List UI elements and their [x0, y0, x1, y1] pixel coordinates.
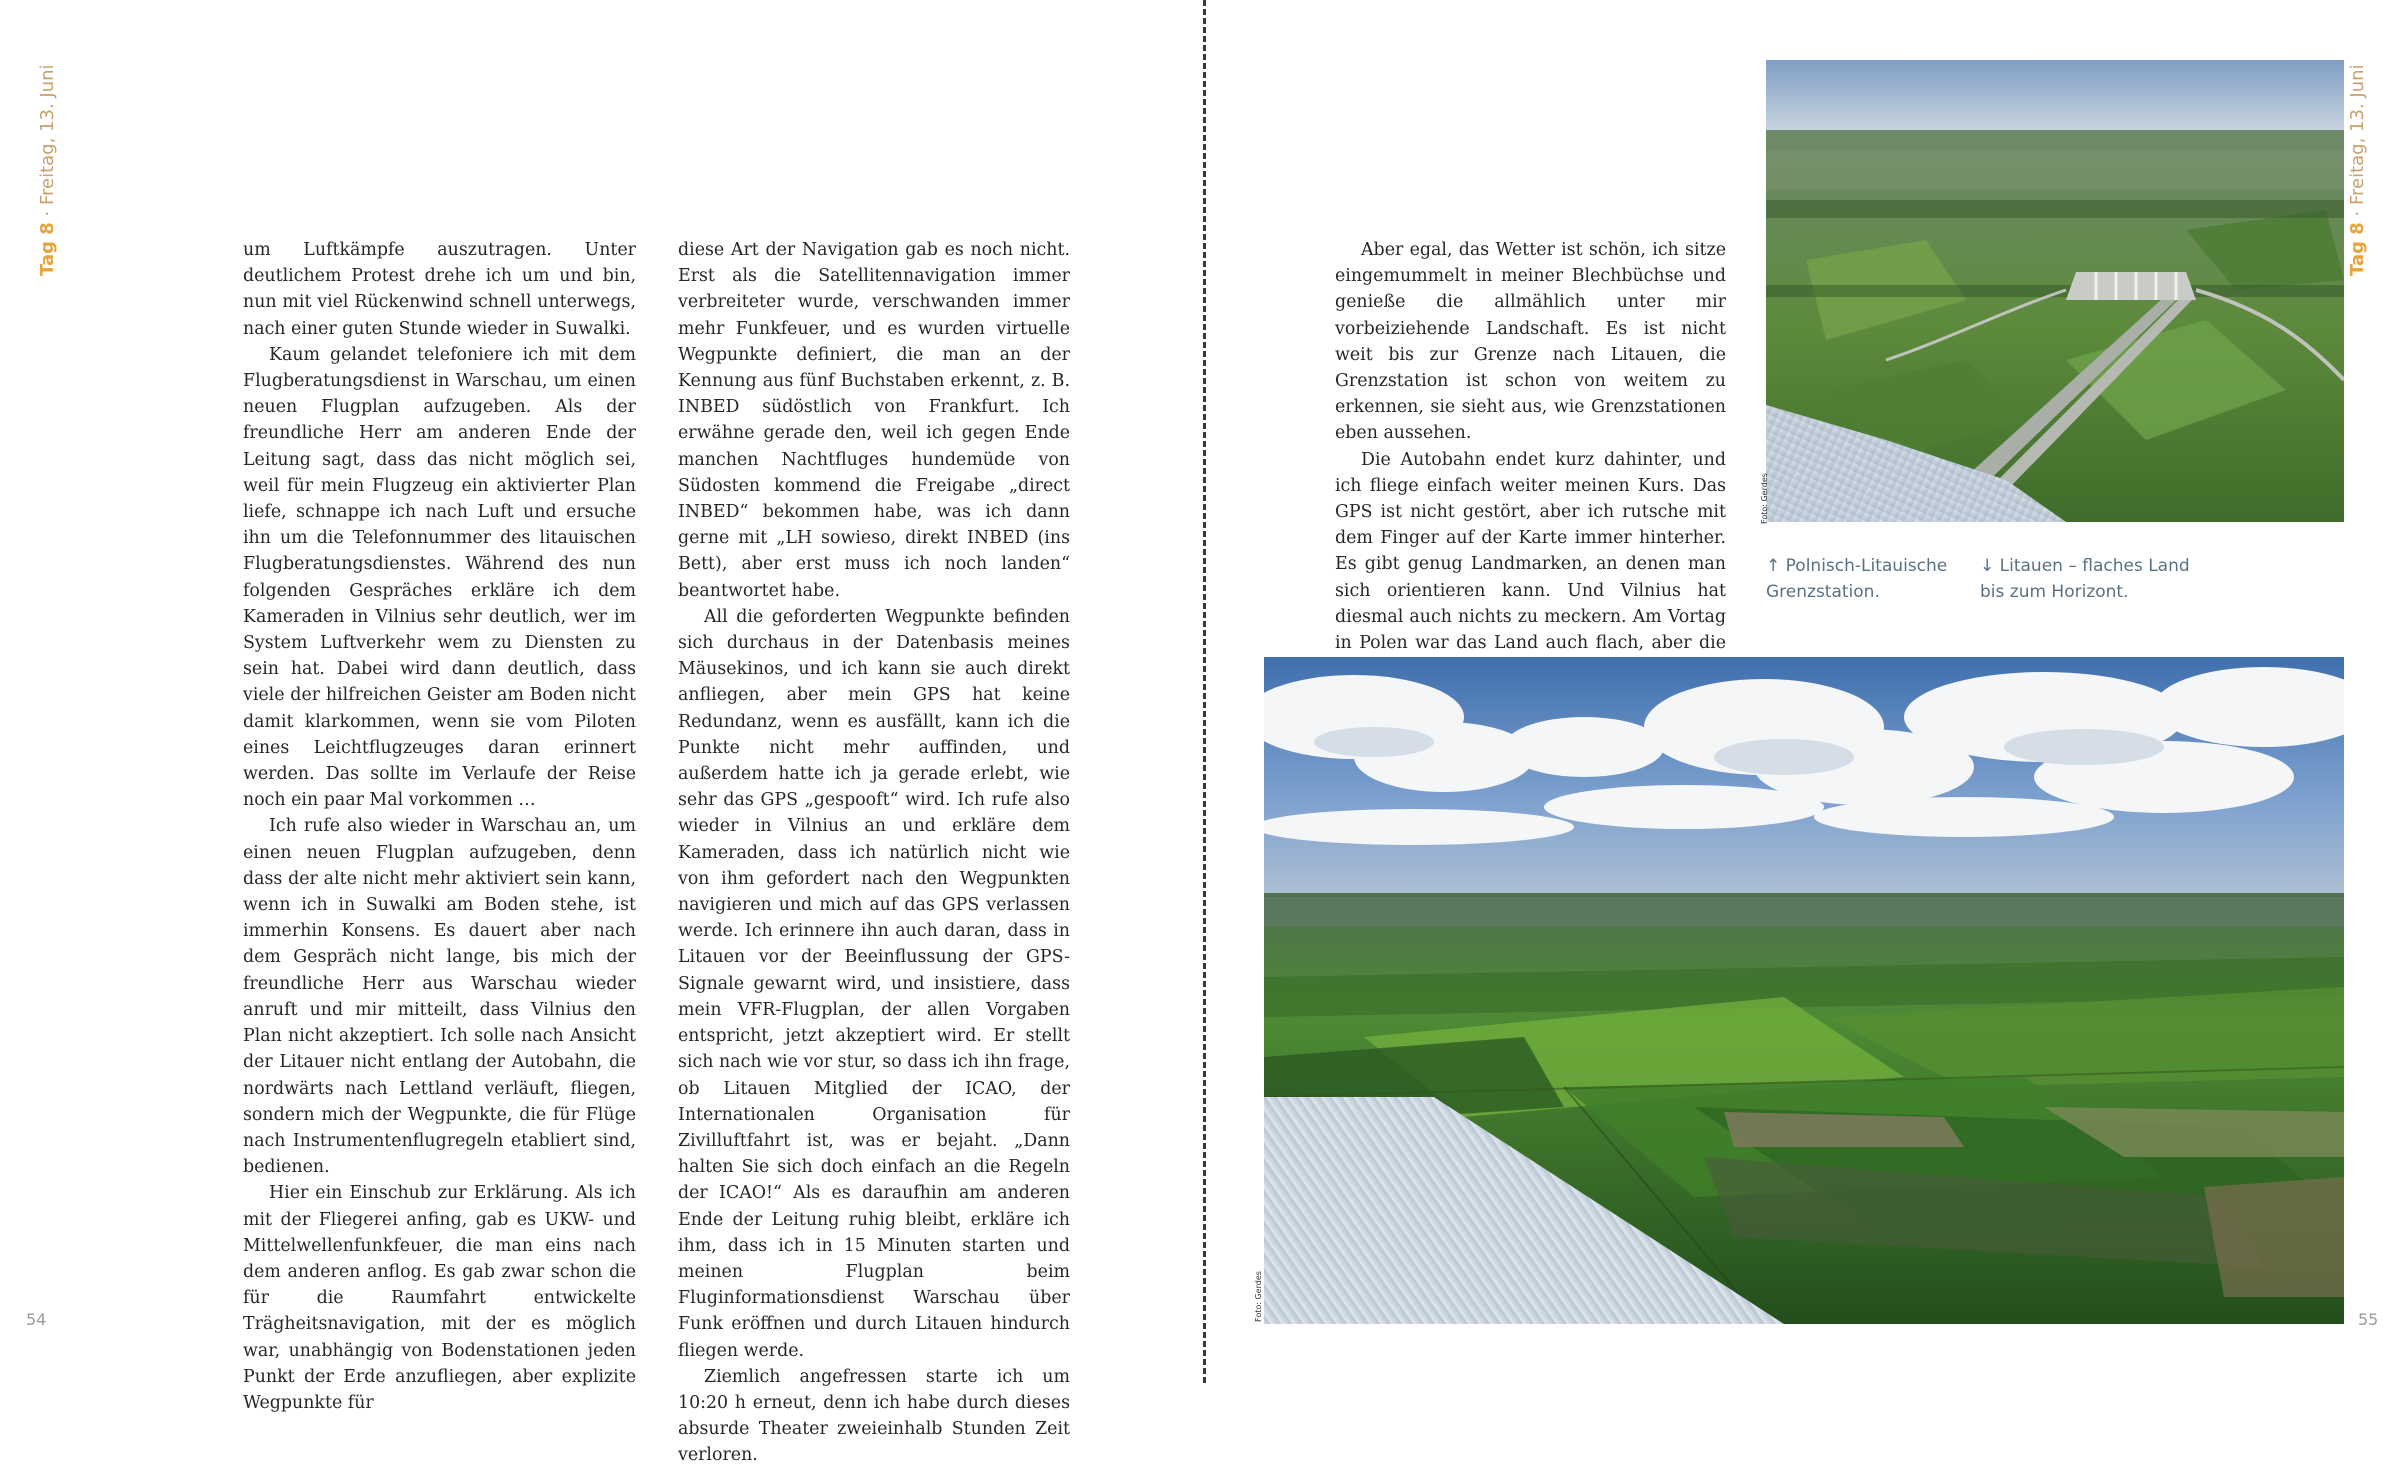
text-column-3	[1335, 237, 1726, 709]
paragraph: All die geforderten Wegpunkte befinden sich durchaus in der Datenbasis meines Mäusekinos, und ich kann sie auch direkt anfliegen, aber mein GPS hat keine Redundanz, wenn es ausfällt, kann ich die Punkte nicht mehr auffinden, und außerdem hatte ich ja gerade erlebt, wie sehr das GPS „gespooft“ wird. Ich rufe also wieder in Vilnius an und erkläre dem Kameraden, dass ich natürlich nicht wie von ihm gefordert nach den Wegpunkten navigieren und mich auf das GPS verlassen werde. Ich erinnere ihn auch daran, dass in Litauen vor der Beeinflussung der GPS-Signale gewarnt wird, und insistiere, dass mein VFR-Flugplan, der allen Vorgaben entspricht, jetzt akzeptiert wird. Er stellt sich nach wie vor stur, so dass ich ihn frage, ob Litauen Mitglied der ICAO, der Internationalen Organisation für Zivilluftfahrt ist, was er bejaht. „Dann halten Sie sich doch einfach an die Regeln der ICAO!“ Als es daraufhin am anderen Ende der Leitung ruhig bleibt, erkläre ich ihm, dass ich in 15 Minuten starten und meinen Flugplan beim Fluginformationsdienst Warschau über Funk eröffnen und durch Litauen hindurch fliegen werde.	[678, 606, 1070, 1361]
paragraph: Ziemlich angefressen starte ich um 10:20 h erneut, denn ich habe durch dieses absurde Theater zweieinhalb Stunden Zeit verloren.	[678, 1366, 1070, 1466]
paragraph: Aber egal, das Wetter ist schön, ich sitze eingemummelt in meiner Blechbüchse und genieße die allmählich unter mir vorbeiziehende Landschaft. Es ist nicht weit bis zur Grenze nach Litauen, die Grenzstation ist schon von weitem zu erkennen, sie sieht aus, wie Grenzstationen eben aussehen.	[1335, 240, 1726, 444]
running-head-right	[2347, 0, 2369, 276]
page-number-left: 54	[26, 1310, 47, 1329]
photo-credit: Foto: Gerdes	[1760, 473, 1769, 524]
paragraph: Ich rufe also wieder in Warschau an, um einen neuen Flugplan aufzugeben, denn dass der alte nicht mehr aktiviert sein kann, wenn ich in Suwalki am Boden stehe, ist immerhin Konsens. Es dauert aber nach dem Gespräch nicht lange, bis mich der freundliche Herr aus Warschau wieder anruft und mir mitteilt, dass Vilnius den Plan nicht akzeptiert. Ich solle nach Ansicht der Litauer nicht entlang der Autobahn, die nordwärts nach Lettland verläuft, fliegen, sondern mich der Wegpunkte, die für Flüge nach Instrumentenflugregeln etabliert sind, bedienen.	[243, 816, 636, 1178]
caption-border-station: ↑ Polnisch-Litauische Grenzstation.	[1766, 556, 1948, 602]
text-column-1	[243, 237, 636, 1416]
running-head-day: Tag 8	[2347, 222, 2368, 276]
caption-flat-land: ↓ Litauen – flaches Land bis zum Horizont.	[1980, 556, 2190, 602]
paragraph: Die Autobahn endet kurz dahinter, und ich fliege einfach weiter meinen Kurs. Das GPS ist nicht gestört, aber ich rutsche mit dem Finger auf der Karte immer hinterher. Es gibt genug Landmarken, an denen man sich orientieren kann. Und Vilnius hat diesmal auch nichts zu meckern. Am Vortag in Polen war das Land auch flach, aber die	[1335, 449, 1726, 654]
paragraph: diese Art der Navigation gab es noch nicht. Erst als die Satellitennavigation immer verbreiteter wurde, verschwanden immer mehr Funkfeuer, und es wurden virtuelle Wegpunkte definiert, die man an der Kennung aus fünf Buchstaben erkennt, z. B. INBED südöstlich von Frankfurt. Ich erwähne gerade den, weil ich gegen Ende manchen Nachtfluges hundemüde von Südosten kommend die Freigabe „direct INBED“ bekommen habe, was ich dann gerne mit „LH sowieso, direkt INBED (ins Bett), aber erst muss ich noch landen“ beantwortet habe.	[678, 240, 1070, 601]
paragraph: um Luftkämpfe auszutragen. Unter deutlichem Protest drehe ich um und bin, nun mit viel Rückenwind schnell unterwegs, nach einer guten Stunde wieder in Suwalki.	[243, 240, 636, 339]
page-number-right: 55	[2358, 1310, 2379, 1329]
photo-credit: Foto: Gerdes	[1254, 1271, 1263, 1322]
running-head-date: Freitag, 13. Juni	[37, 64, 58, 206]
running-head-separator: ·	[37, 205, 58, 223]
page-fold	[1203, 0, 1206, 1383]
running-head-day: Tag 8	[37, 222, 58, 276]
paragraph: Hier ein Einschub zur Erklärung. Als ich mit der Fliegerei anfing, gab es UKW- und Mittelwellenfunkfeuer, die man eins nach dem anderen anflog. Es gab zwar schon die für die Raumfahrt entwickelte Trägheitsnavigation, mit der es möglich war, unabhängig von Bodenstationen jeden Punkt der Erde anzufliegen, aber explizite Wegpunkte für	[243, 1183, 636, 1413]
running-head-date: Freitag, 13. Juni	[2347, 64, 2368, 206]
photo-flat-landscape	[1264, 657, 2344, 1324]
photo-border-station	[1766, 60, 2344, 522]
running-head-separator: ·	[2347, 205, 2368, 223]
paragraph: Kaum gelandet telefoniere ich mit dem Flugberatungsdienst in Warschau, um einen neuen Flugplan aufzugeben. Als der freundliche Herr am anderen Ende der Leitung sagt, dass das nicht möglich sei, weil für mein Flugzeug ein aktivierter Plan liefe, schnappe ich nach Luft und ersuche ihn um die Telefonnummer des litauischen Flugberatungsdienstes. Während des nun folgenden Gespräches erkläre ich dem Kameraden in Vilnius sehr deutlich, wer im System Luftverkehr wem zu Diensten zu sein hat. Dabei wird dann deutlich, dass viele der hilfreichen Geister am Boden nicht damit klarkommen, wenn sie vom Piloten eines Leichtflugzeuges daran erinnert werden. Das sollte im Verlaufe der Reise noch ein paar Mal vorkommen …	[243, 344, 636, 811]
running-head-left	[37, 0, 59, 276]
text-column-2	[678, 237, 1070, 1469]
